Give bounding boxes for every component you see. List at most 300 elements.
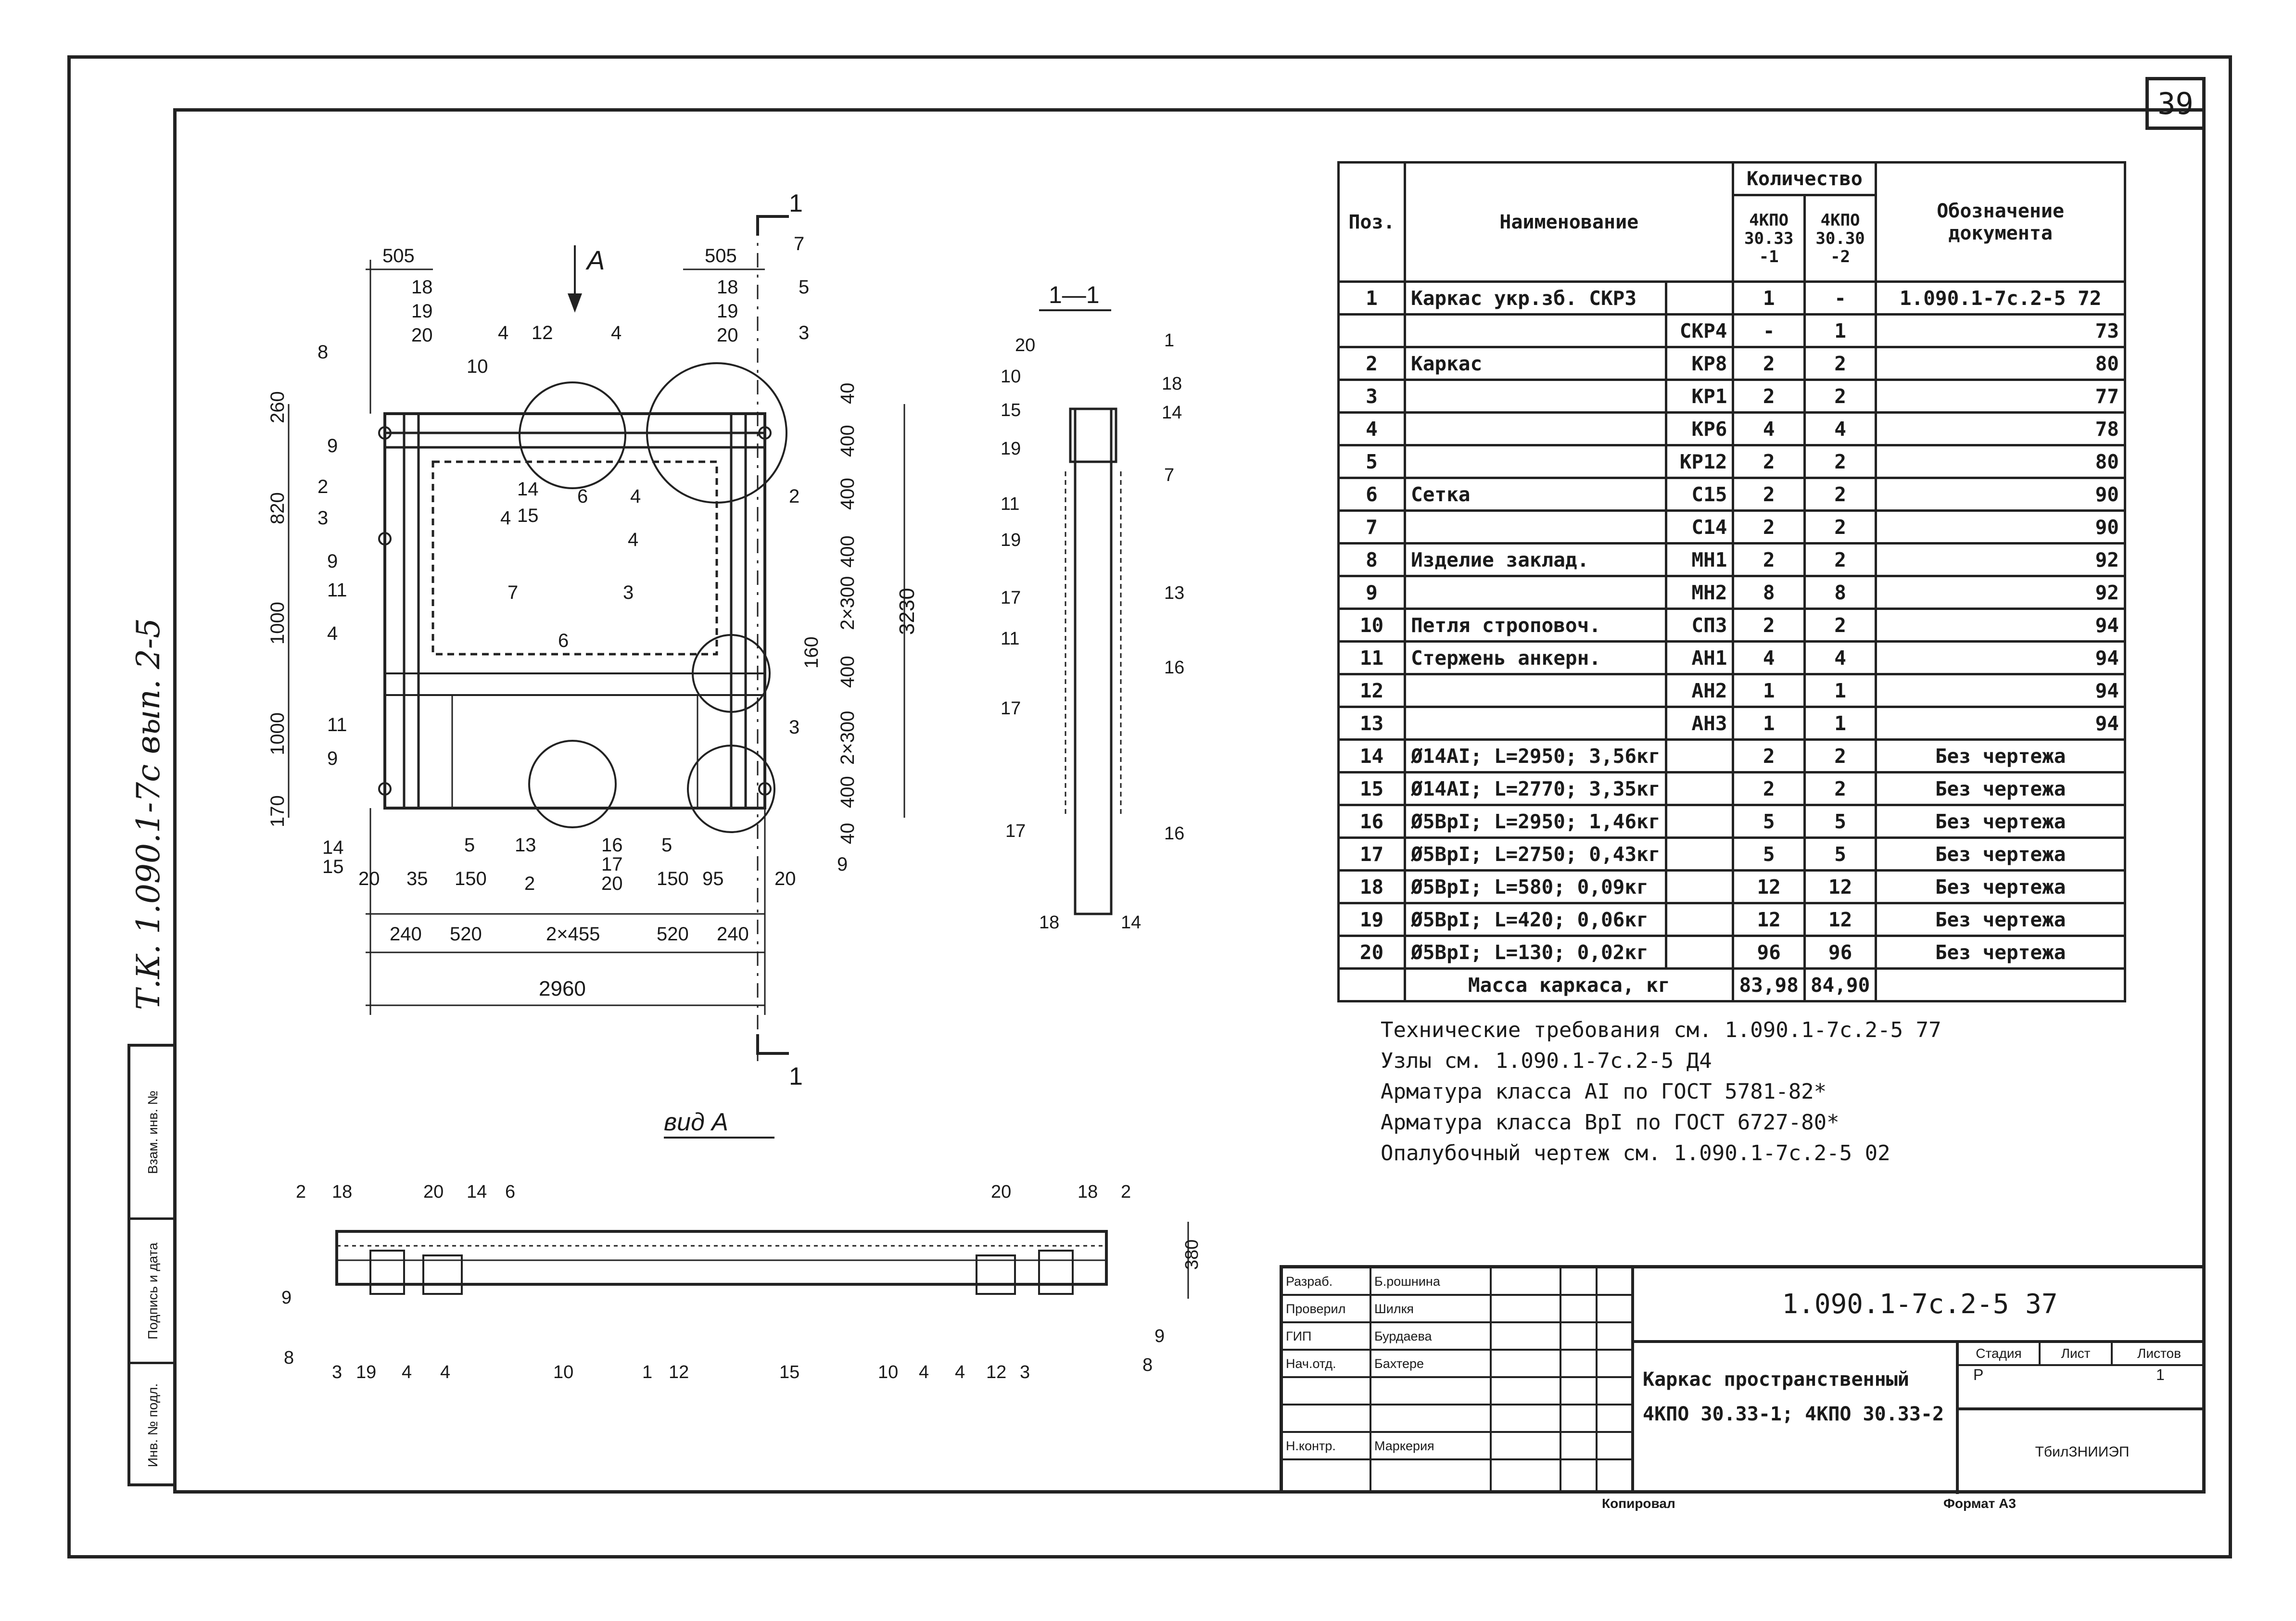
spec-pos: 4 — [1339, 413, 1405, 445]
header-doc: Обозначение документа — [1876, 163, 2125, 282]
organization: ТбилЗНИИЭП — [2035, 1444, 2130, 1460]
spec-qty-a: 2 — [1733, 773, 1804, 805]
view-a-title: вид А — [664, 1108, 728, 1136]
spec-name: Ø5ВрI; L=420; 0,06кг — [1405, 903, 1666, 936]
sec-label: 1 — [1164, 330, 1175, 351]
spec-name — [1405, 413, 1666, 445]
callout: 5 — [799, 277, 810, 298]
spec-row — [1339, 707, 2125, 740]
spec-qty-a: 8 — [1733, 576, 1804, 609]
callout: 4 — [500, 507, 511, 529]
callout: 7 — [507, 582, 519, 603]
stack-left-1: 18 — [411, 277, 433, 298]
stack-left-3: 20 — [411, 325, 433, 346]
header-col-b: 4КПО 30.30 -2 — [1804, 195, 1876, 282]
spec-name: Каркас укр.зб. СКР3 — [1405, 282, 1666, 315]
spec-doc: Без чертежа — [1876, 871, 2125, 903]
signature-row — [1283, 1406, 1631, 1433]
spec-name — [1405, 315, 1666, 347]
dim-right-4: 400 — [837, 535, 858, 568]
callout: 7 — [794, 233, 805, 254]
note-rebar-vri: Арматура класса ВрI по ГОСТ 6727-80* — [1381, 1110, 1839, 1135]
note-requirements: Технические требования см. 1.090.1-7с.2-5 77 — [1381, 1018, 1941, 1042]
spec-qty-b: 1 — [1804, 707, 1876, 740]
callout: 11 — [327, 714, 347, 735]
callout: 3 — [789, 717, 800, 738]
callout: 2 — [789, 486, 800, 507]
spec-row — [1339, 773, 2125, 805]
spec-row — [1339, 282, 2125, 315]
sec-label: 7 — [1164, 465, 1175, 485]
spec-row — [1339, 936, 2125, 969]
va-top: 20 — [991, 1182, 1012, 1202]
signature-row: ГИП Бурдаева — [1283, 1323, 1631, 1351]
stage-value: Р — [1973, 1366, 1984, 1383]
dim-bottom2-b: 520 — [450, 924, 482, 945]
spec-mark — [1666, 773, 1733, 805]
total-height: 3230 — [895, 588, 919, 635]
sec-label: 13 — [1164, 583, 1185, 603]
callout: 3 — [317, 507, 329, 529]
dim-right-8: 2×300 — [837, 710, 858, 765]
dim-bottom2-d: 520 — [657, 924, 689, 945]
spec-mark: С15 — [1666, 478, 1733, 511]
spec-mark — [1666, 740, 1733, 773]
spec-name: Ø14АI; L=2770; 3,35кг — [1405, 773, 1666, 805]
dim-right-1: 40 — [837, 382, 858, 404]
dim-top-right: 505 — [705, 245, 737, 266]
note-formwork: Опалубочный чертеж см. 1.090.1-7с.2-5 02 — [1381, 1141, 1890, 1165]
va-bottom: 4 — [402, 1362, 412, 1382]
sec-label: 17 — [1001, 698, 1021, 719]
spec-row — [1339, 478, 2125, 511]
plan-labels — [267, 190, 919, 1090]
spec-pos — [1339, 315, 1405, 347]
stack-right-3: 20 — [717, 325, 738, 346]
section-view — [1039, 310, 1121, 914]
spec-doc: 94 — [1876, 707, 2125, 740]
sec-label: 15 — [1001, 400, 1021, 420]
callout: 15 — [322, 856, 344, 877]
callout: 5 — [464, 835, 475, 856]
copied-label: Копировал — [1602, 1496, 1675, 1511]
spec-mark: АН1 — [1666, 642, 1733, 674]
spec-pos: 12 — [1339, 674, 1405, 707]
spec-name — [1405, 380, 1666, 413]
spec-doc: Без чертежа — [1876, 936, 2125, 969]
va-bottom: 3 — [332, 1362, 342, 1382]
spec-qty-a: 2 — [1733, 609, 1804, 642]
spec-row — [1339, 674, 2125, 707]
stage-block — [1959, 1343, 2206, 1410]
spec-mark: АН2 — [1666, 674, 1733, 707]
section-title: 1—1 — [1049, 281, 1100, 308]
spec-mark: С14 — [1666, 511, 1733, 544]
spec-qty-b: 8 — [1804, 576, 1876, 609]
dim-bottom-c: 150 — [455, 868, 487, 889]
sec-label: 17 — [1005, 821, 1026, 841]
spec-qty-b: - — [1804, 282, 1876, 315]
sec-label: 19 — [1001, 439, 1021, 459]
dim-right-9: 400 — [837, 776, 858, 808]
spec-qty-a: 12 — [1733, 871, 1804, 903]
callout: 4 — [327, 623, 338, 644]
page-number: 39 — [2145, 77, 2206, 130]
note-nodes: Узлы см. 1.090.1-7с.2-5 Д4 — [1381, 1049, 1712, 1073]
spec-name — [1405, 707, 1666, 740]
stamp-cell: Инв. № подл. — [145, 1383, 160, 1468]
spec-name: Каркас — [1405, 347, 1666, 380]
spec-mark: КР8 — [1666, 347, 1733, 380]
spec-mark — [1666, 871, 1733, 903]
callout: 6 — [558, 630, 569, 651]
callout: 15 — [517, 505, 539, 526]
spec-pos: 14 — [1339, 740, 1405, 773]
spec-mark: СП3 — [1666, 609, 1733, 642]
signature-row: Проверил Шилкя — [1283, 1296, 1631, 1323]
sec-label: 10 — [1001, 367, 1021, 387]
va-bottom: 15 — [779, 1362, 800, 1382]
spec-doc: 90 — [1876, 511, 2125, 544]
spec-qty-a: 4 — [1733, 642, 1804, 674]
notes — [1381, 1015, 2102, 1169]
va-bottom: 12 — [986, 1362, 1007, 1382]
dim-left-5: 170 — [267, 795, 288, 827]
spec-qty-a: 96 — [1733, 936, 1804, 969]
spec-qty-a: 1 — [1733, 674, 1804, 707]
dim-right-2: 400 — [837, 425, 858, 457]
callout: 2 — [317, 476, 329, 497]
spec-pos: 6 — [1339, 478, 1405, 511]
spec-doc: 94 — [1876, 674, 2125, 707]
document-name — [1634, 1343, 1959, 1494]
dim-bottom2-a: 240 — [390, 924, 422, 945]
spec-body — [1339, 282, 2125, 969]
spec-qty-b: 96 — [1804, 936, 1876, 969]
sheet-label: Лист — [2041, 1343, 2113, 1366]
sheets-label: Листов — [2113, 1343, 2206, 1366]
sec-label: 16 — [1164, 823, 1185, 844]
spec-qty-b: 1 — [1804, 315, 1876, 347]
spec-pos: 11 — [1339, 642, 1405, 674]
spec-mark: КР1 — [1666, 380, 1733, 413]
specification-table — [1337, 161, 2126, 1002]
view-a-height: 380 — [1182, 1239, 1202, 1270]
va-bottom: 10 — [878, 1362, 899, 1382]
va-bottom: 4 — [955, 1362, 965, 1382]
spec-row — [1339, 740, 2125, 773]
sec-label: 17 — [1001, 588, 1021, 608]
va-top: 18 — [1078, 1182, 1098, 1202]
va-top: 20 — [423, 1182, 444, 1202]
section-mark-bottom: 1 — [789, 1063, 803, 1090]
spec-row — [1339, 347, 2125, 380]
dim-bottom-b: 35 — [406, 868, 428, 889]
spec-name — [1405, 445, 1666, 478]
spec-qty-b: 2 — [1804, 347, 1876, 380]
spec-qty-a: 12 — [1733, 903, 1804, 936]
spec-name: Изделие заклад. — [1405, 544, 1666, 576]
section-labels — [1001, 281, 1184, 933]
spec-mark — [1666, 805, 1733, 838]
callout: 2 — [524, 873, 535, 894]
spec-qty-b: 2 — [1804, 609, 1876, 642]
dim-bottom2-c: 2×455 — [546, 924, 600, 945]
spec-doc: Без чертежа — [1876, 903, 2125, 936]
spec-pos: 7 — [1339, 511, 1405, 544]
spec-row — [1339, 805, 2125, 838]
title-block — [1280, 1265, 2206, 1494]
spec-qty-a: 1 — [1733, 707, 1804, 740]
spec-mark: КР12 — [1666, 445, 1733, 478]
spec-pos: 8 — [1339, 544, 1405, 576]
stage-label: Стадия — [1959, 1343, 2041, 1366]
stack-right-2: 19 — [717, 301, 738, 322]
mass-label: Масса каркаса, кг — [1405, 969, 1733, 1001]
spec-qty-b: 2 — [1804, 380, 1876, 413]
sec-label: 14 — [1162, 403, 1182, 423]
spec-qty-a: 2 — [1733, 544, 1804, 576]
document-name-line1: Каркас пространственный — [1643, 1368, 1909, 1391]
spec-doc: 92 — [1876, 544, 2125, 576]
signature-grid — [1283, 1268, 1634, 1490]
side-code: Т.К. 1.090.1-7с вып. 2-5 — [130, 618, 167, 1010]
spec-qty-b: 2 — [1804, 740, 1876, 773]
spec-mark — [1666, 282, 1733, 315]
spec-name — [1405, 674, 1666, 707]
spec-doc: 94 — [1876, 642, 2125, 674]
callout: 9 — [327, 748, 338, 769]
callout: 14 — [517, 479, 539, 500]
spec-mark: СКР4 — [1666, 315, 1733, 347]
spec-row — [1339, 413, 2125, 445]
va-bottom: 1 — [642, 1362, 653, 1382]
spec-qty-b: 2 — [1804, 773, 1876, 805]
dim-left-2: 820 — [267, 492, 288, 524]
signature-row: Нач.отд. Бахтере — [1283, 1351, 1631, 1378]
header-pos: Поз. — [1339, 163, 1405, 282]
dim-left-3: 1000 — [267, 602, 288, 645]
signature-row — [1283, 1378, 1631, 1406]
spec-mark: КР6 — [1666, 413, 1733, 445]
spec-qty-b: 2 — [1804, 445, 1876, 478]
spec-qty-a: 2 — [1733, 347, 1804, 380]
spec-pos: 15 — [1339, 773, 1405, 805]
spec-mark — [1666, 936, 1733, 969]
callout: 11 — [327, 580, 347, 601]
sheets-value: 1 — [2156, 1366, 2165, 1383]
signature-row: Разраб. Б.рошнина — [1283, 1268, 1631, 1296]
spec-name — [1405, 511, 1666, 544]
spec-pos: 20 — [1339, 936, 1405, 969]
spec-name: Ø5ВрI; L=130; 0,02кг — [1405, 936, 1666, 969]
spec-row — [1339, 903, 2125, 936]
va-bottom: 19 — [356, 1362, 377, 1382]
spec-mark: АН3 — [1666, 707, 1733, 740]
mass-b: 84,90 — [1804, 969, 1876, 1001]
va-bottom: 10 — [553, 1362, 574, 1382]
dim-left-1: 260 — [267, 391, 288, 423]
va-bottom: 4 — [440, 1362, 451, 1382]
view-a — [337, 1138, 1188, 1299]
spec-row — [1339, 576, 2125, 609]
va-top: 18 — [332, 1182, 353, 1202]
va-bottom: 9 — [1154, 1326, 1165, 1346]
sec-label: 14 — [1121, 912, 1142, 933]
sec-label: 18 — [1162, 374, 1182, 394]
callout: 12 — [532, 322, 553, 343]
mass-a: 83,98 — [1733, 969, 1804, 1001]
spec-qty-b: 5 — [1804, 838, 1876, 871]
spec-qty-a: 5 — [1733, 838, 1804, 871]
va-bottom: 9 — [281, 1288, 292, 1308]
spec-pos: 10 — [1339, 609, 1405, 642]
spec-pos: 9 — [1339, 576, 1405, 609]
spec-pos: 18 — [1339, 871, 1405, 903]
dim-right-10: 40 — [837, 823, 858, 844]
va-bottom: 4 — [919, 1362, 929, 1382]
callout: 13 — [515, 835, 536, 856]
spec-doc: Без чертежа — [1876, 773, 2125, 805]
spec-qty-b: 4 — [1804, 642, 1876, 674]
dim-right-6: 160 — [801, 636, 822, 669]
spec-doc: 90 — [1876, 478, 2125, 511]
spec-pos: 3 — [1339, 380, 1405, 413]
va-top: 14 — [467, 1182, 487, 1202]
callout: 20 — [601, 873, 623, 894]
spec-qty-b: 5 — [1804, 805, 1876, 838]
stack-right-1: 18 — [717, 277, 738, 298]
callout: 9 — [327, 551, 338, 572]
section-mark-top: 1 — [789, 190, 803, 217]
spec-pos: 13 — [1339, 707, 1405, 740]
sec-label: 20 — [1015, 335, 1036, 355]
signature-row: Н.контр. Маркерия — [1283, 1433, 1631, 1460]
spec-qty-a: 2 — [1733, 478, 1804, 511]
dim-bottom-a: 20 — [358, 868, 380, 889]
dim-left-4: 1000 — [267, 712, 288, 755]
spec-qty-b: 12 — [1804, 903, 1876, 936]
spec-name: Ø5ВрI; L=2750; 0,43кг — [1405, 838, 1666, 871]
spec-row — [1339, 445, 2125, 478]
va-bottom: 12 — [669, 1362, 689, 1382]
sec-label: 11 — [1001, 629, 1020, 649]
spec-row — [1339, 642, 2125, 674]
sec-label: 18 — [1039, 912, 1060, 933]
spec-mark — [1666, 838, 1733, 871]
spec-qty-a: 1 — [1733, 282, 1804, 315]
spec-qty-a: 2 — [1733, 740, 1804, 773]
document-code: 1.090.1-7с.2-5 37 — [1634, 1268, 2206, 1343]
spec-pos: 2 — [1339, 347, 1405, 380]
header-qty: Количество — [1733, 163, 1876, 195]
stack-left-2: 19 — [411, 301, 433, 322]
dim-bottom2-e: 240 — [717, 924, 749, 945]
va-top: 2 — [1121, 1182, 1131, 1202]
sec-label: 19 — [1001, 530, 1021, 550]
spec-pos: 16 — [1339, 805, 1405, 838]
sec-label: 16 — [1164, 658, 1185, 678]
spec-qty-a: 2 — [1733, 380, 1804, 413]
spec-name: Стержень анкерн. — [1405, 642, 1666, 674]
spec-doc: 73 — [1876, 315, 2125, 347]
spec-qty-a: 2 — [1733, 511, 1804, 544]
view-mark: А — [587, 245, 605, 275]
spec-pos: 5 — [1339, 445, 1405, 478]
spec-name: Петля строповоч. — [1405, 609, 1666, 642]
callout: 3 — [799, 322, 810, 343]
spec-row — [1339, 871, 2125, 903]
va-bottom: 8 — [284, 1348, 294, 1368]
spec-pos: 1 — [1339, 282, 1405, 315]
spec-doc: Без чертежа — [1876, 805, 2125, 838]
callout: 10 — [467, 356, 488, 377]
va-bottom: 8 — [1142, 1355, 1153, 1375]
callout: 4 — [611, 322, 622, 343]
document-name-line2: 4КПО 30.33-1; 4КПО 30.33-2 — [1643, 1403, 1944, 1425]
dim-bottom-e: 95 — [702, 868, 724, 889]
dim-right-5: 2×300 — [837, 576, 858, 630]
callout: 4 — [628, 529, 639, 550]
spec-qty-b: 2 — [1804, 478, 1876, 511]
sec-label: 11 — [1001, 494, 1020, 514]
va-top: 2 — [296, 1182, 306, 1202]
spec-qty-a: 5 — [1733, 805, 1804, 838]
spec-row — [1339, 380, 2125, 413]
header-col-a: 4КПО 30.33 -1 — [1733, 195, 1804, 282]
spec-mark: МН1 — [1666, 544, 1733, 576]
stamp-cell: Подпись и дата — [130, 1220, 176, 1364]
spec-qty-b: 1 — [1804, 674, 1876, 707]
stamp-cell: Взам. инв. № — [130, 1047, 176, 1220]
spec-qty-b: 2 — [1804, 511, 1876, 544]
spec-pos: 19 — [1339, 903, 1405, 936]
spec-doc: 92 — [1876, 576, 2125, 609]
callout: 6 — [577, 486, 588, 507]
va-top: 6 — [505, 1182, 516, 1202]
format-label: Формат А3 — [1943, 1496, 2016, 1511]
callout: 9 — [837, 854, 848, 875]
spec-doc: 80 — [1876, 445, 2125, 478]
dim-right-7: 400 — [837, 656, 858, 688]
dim-bottom-d: 150 — [657, 868, 689, 889]
spec-name — [1405, 576, 1666, 609]
spec-qty-b: 2 — [1804, 544, 1876, 576]
spec-row — [1339, 315, 2125, 347]
callout: 17 — [601, 854, 623, 875]
spec-row — [1339, 511, 2125, 544]
callout: 4 — [498, 322, 509, 343]
spec-mark — [1666, 903, 1733, 936]
spec-pos: 17 — [1339, 838, 1405, 871]
total-width: 2960 — [539, 977, 586, 1000]
header-name: Наименование — [1405, 163, 1733, 282]
spec-doc: Без чертежа — [1876, 838, 2125, 871]
callout: 4 — [630, 486, 641, 507]
spec-qty-b: 12 — [1804, 871, 1876, 903]
spec-row — [1339, 838, 2125, 871]
spec-qty-a: - — [1733, 315, 1804, 347]
spec-name: Сетка — [1405, 478, 1666, 511]
spec-row — [1339, 544, 2125, 576]
callout: 5 — [661, 835, 672, 856]
dim-right-3: 400 — [837, 478, 858, 510]
callout: 9 — [327, 435, 338, 456]
spec-doc: 77 — [1876, 380, 2125, 413]
spec-name: Ø5ВрI; L=2950; 1,46кг — [1405, 805, 1666, 838]
spec-row — [1339, 609, 2125, 642]
spec-doc: 78 — [1876, 413, 2125, 445]
